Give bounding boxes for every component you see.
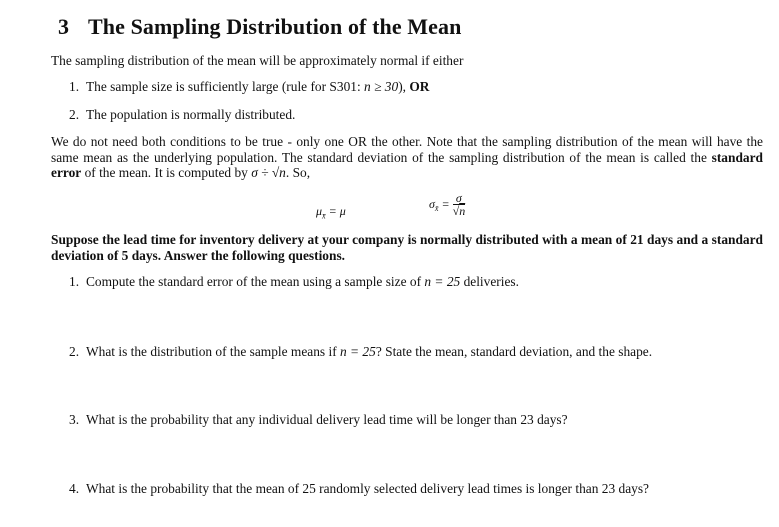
problem-statement: Suppose the lead time for inventory delivery at your company is normally distributed with a mean of 21 days and a standard deviation of 5 days. Answer the following questions. (51, 232, 763, 263)
condition-text: The population is normally distributed. (86, 107, 296, 122)
sigma-symbol: σ (429, 196, 435, 211)
mu-symbol: μ (316, 204, 323, 218)
fraction (453, 192, 466, 218)
fraction-numerator: σ (453, 192, 466, 205)
section-title: The Sampling Distribution of the Mean (88, 14, 462, 39)
question-text: What is the probability that the mean of 25 randomly selected delivery lead times is longer than 23 days? (86, 481, 649, 496)
sqrt-sign: √ (452, 204, 460, 218)
condition-item-1 (69, 79, 429, 95)
question-text: What is the distribution of the sample means if (86, 344, 340, 359)
question-3 (69, 412, 568, 428)
condition-text: The sample size is sufficiently large (rule for S301: (86, 79, 365, 94)
mean-rhs: = μ (328, 204, 346, 218)
fraction-denominator (453, 205, 466, 218)
question-number: 2. (69, 344, 80, 359)
question-text: Compute the standard error of the mean using a sample size of (86, 274, 425, 289)
explanation-paragraph (51, 134, 763, 181)
question-math: n = 25 (424, 274, 461, 289)
sqrt-radicand: n (459, 204, 466, 218)
standard-error-formula-inline: σ ÷ √n (251, 165, 286, 180)
section-heading (58, 14, 461, 40)
condition-number: 1. (69, 79, 80, 94)
condition-text-after: ), (398, 79, 410, 94)
standard-error-term: standard error (51, 149, 763, 180)
question-text-after: deliveries. (460, 274, 519, 289)
question-text: What is the probability that any individual delivery lead time will be longer than 23 days? (86, 412, 568, 427)
question-number: 4. (69, 481, 80, 496)
question-number: 3. (69, 412, 80, 427)
paragraph-text: We do not need both conditions to be true - only one OR the other. Note that the sampling distribution of the mean will have the same mean as the underlying population. The standard deviation of the sampling distribution of the mean is called the (51, 134, 763, 165)
paragraph-text: of the mean. It is computed by (81, 165, 252, 180)
standard-error-formula (429, 192, 465, 218)
paragraph-text: . So, (285, 165, 311, 180)
question-math: n = 25 (340, 344, 376, 359)
section-number: 3 (58, 14, 70, 39)
xbar-subscript: x̄ (434, 204, 439, 214)
question-text-after: ? State the mean, standard deviation, and the shape. (375, 344, 653, 359)
condition-or: OR (409, 79, 430, 94)
question-4 (69, 481, 649, 497)
condition-item-2 (69, 107, 295, 123)
condition-number: 2. (69, 107, 80, 122)
question-number: 1. (69, 274, 80, 289)
intro-text: The sampling distribution of the mean will be approximately normal if either (51, 53, 464, 68)
equals-sign: = (441, 196, 450, 211)
xbar-subscript: x̄ (322, 211, 326, 221)
condition-math: n ≥ 30 (364, 79, 399, 94)
mean-formula (316, 204, 346, 220)
question-1 (69, 274, 519, 290)
question-2 (69, 344, 652, 360)
